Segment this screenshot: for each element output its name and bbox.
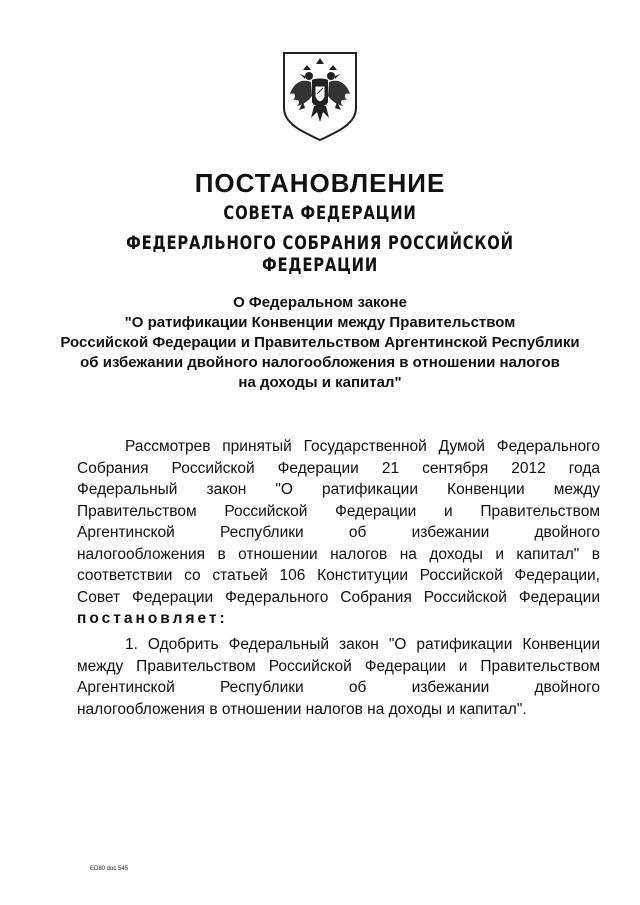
paragraph-line: Собрания Российской Федерации 21 сентября 2012 года <box>77 459 600 477</box>
paragraph-line: налогообложения в отношении налогов на доходы и капитал". <box>77 700 527 718</box>
law-title <box>60 293 580 393</box>
paragraph-line: 1. Одобрить Федеральный закон "О ратификации Конвенции <box>125 636 600 653</box>
issuer-line-1: СОВЕТА ФЕДЕРАЦИИ <box>223 202 417 224</box>
paragraph-line: Аргентинской Республики об избежании двойного <box>77 679 600 696</box>
resolves-line <box>77 608 600 630</box>
paragraph-line: соответствии со статьей 106 Конституции Российской Федерации, <box>77 567 600 584</box>
document-type-title: ПОСТАНОВЛЕНИЕ <box>194 168 446 198</box>
law-title-line: Российской Федерации и Правительством Аргентинской Республики <box>60 334 580 351</box>
paragraph-line: налогообложения в отношении налогов на доходы и капитал" в <box>77 545 600 563</box>
paragraph-line: Совет Федерации Федерального Собрания Российской Федерации <box>77 588 600 606</box>
issuer-line-2: ФЕДЕРАЛЬНОГО СОБРАНИЯ РОССИЙСКОЙ ФЕДЕРАЦИИ <box>126 232 514 276</box>
paragraph-line: Правительством Российской Федерации и Правительством <box>77 502 600 520</box>
resolves-word: постановляет: <box>77 610 228 627</box>
preamble-paragraph <box>77 436 600 630</box>
law-title-line: О Федеральном законе <box>233 294 407 311</box>
law-title-line: на доходы и капитал" <box>238 374 402 391</box>
document-code: ED80 doc 545 <box>90 866 129 872</box>
coat-of-arms-icon <box>281 50 359 142</box>
law-title-line: "О ратификации Конвенции между Правительством <box>124 314 516 331</box>
law-title-line: об избежании двойного налогообложения в отношении налогов <box>80 354 560 371</box>
paragraph-line: Рассмотрев принятый Государственной Думой Федерального <box>125 438 600 455</box>
paragraph-line: Федеральный закон "О ратификации Конвенции между <box>77 481 600 498</box>
paragraph-line: между Правительством Российской Федерации и Правительством <box>77 657 600 675</box>
decision-paragraph <box>77 634 600 720</box>
paragraph-line: Аргентинской Республики об избежании двойного <box>77 524 600 541</box>
